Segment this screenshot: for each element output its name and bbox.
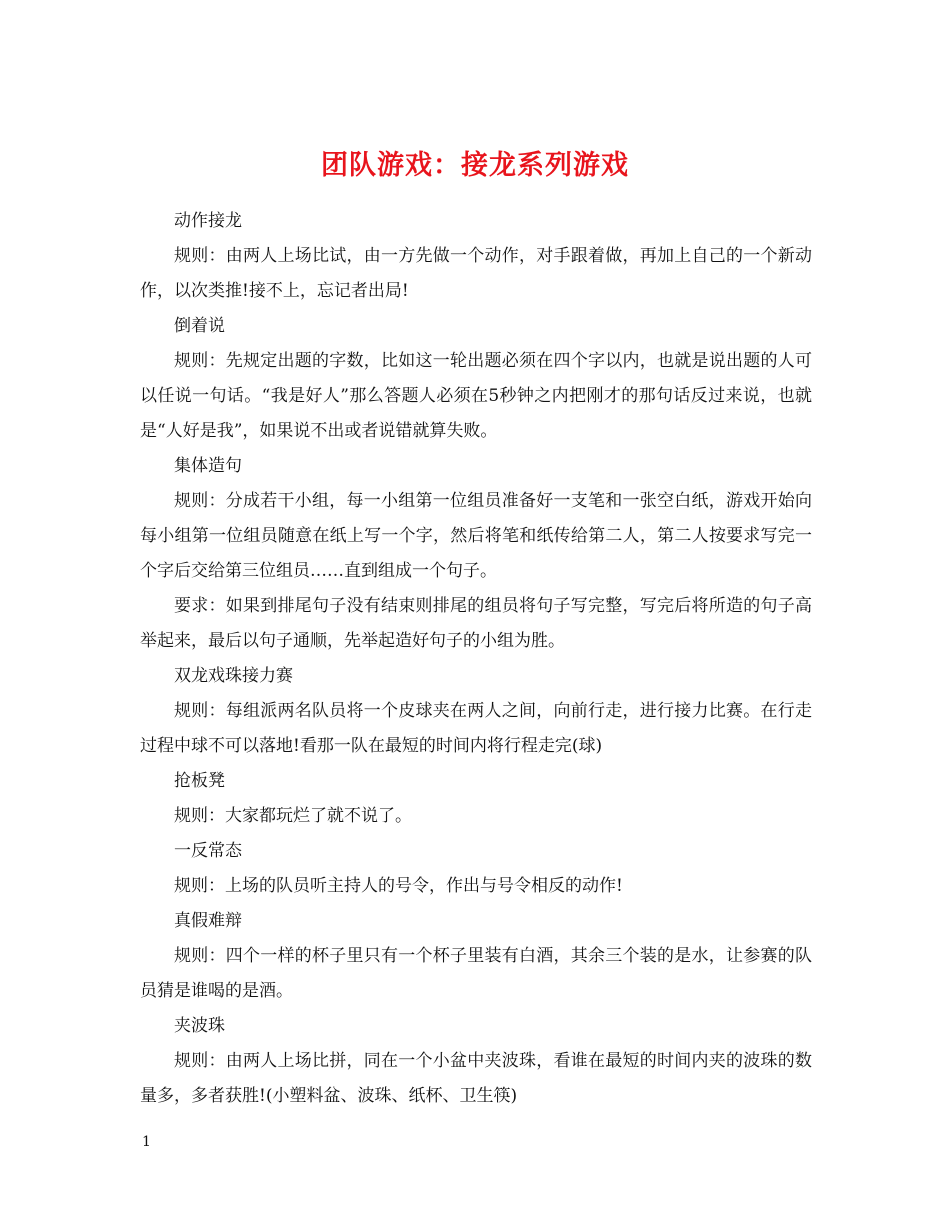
- paragraph: 规则：分成若干小组，每一小组第一位组员准备好一支笔和一张空白纸，游戏开始向每小组第一位组员随意在纸上写一个字，然后将笔和纸传给第二人，第二人按要求写完一个字后交给第三位组员……直到组成一个句子。: [140, 491, 812, 581]
- paragraph: 一反常态: [174, 841, 242, 861]
- paragraph: 集体造句: [174, 456, 242, 476]
- paragraph: 夹波珠: [174, 1016, 225, 1036]
- paragraph: 规则：每组派两名队员将一个皮球夹在两人之间，向前行走，进行接力比赛。在行走过程中球不可以落地!看那一队在最短的时间内将行程走完(球): [140, 701, 812, 756]
- paragraph: 规则：先规定出题的字数，比如这一轮出题必须在四个字以内，也就是说出题的人可以任说一句话。“我是好人”那么答题人必须在5秒钟之内把刚才的那句话反过来说，也就是“人好是我”，如果说不出或者说错就算失败。: [140, 351, 812, 441]
- paragraph: 规则：由两人上场比拼，同在一个小盆中夹波珠，看谁在最短的时间内夹的波珠的数量多，多者获胜!(小塑料盆、波珠、纸杯、卫生筷): [140, 1051, 812, 1106]
- paragraph: 规则：上场的队员听主持人的号令，作出与号令相反的动作!: [174, 876, 623, 896]
- paragraph: 动作接龙: [174, 211, 242, 231]
- paragraph: 规则：四个一样的杯子里只有一个杯子里装有白酒，其余三个装的是水，让参赛的队员猜是谁喝的是酒。: [140, 946, 812, 1001]
- paragraph: 真假难辩: [174, 911, 242, 931]
- paragraph: 双龙戏珠接力赛: [174, 666, 293, 686]
- paragraph: 规则：由两人上场比试，由一方先做一个动作，对手跟着做，再加上自己的一个新动作，以次类推!接不上，忘记者出局!: [140, 246, 812, 301]
- paragraph: 要求：如果到排尾句子没有结束则排尾的组员将句子写完整，写完后将所造的句子高举起来，最后以句子通顺，先举起造好句子的小组为胜。: [140, 596, 812, 651]
- document-body: [140, 204, 812, 1114]
- page-number: 1: [142, 1134, 151, 1150]
- paragraph: 规则：大家都玩烂了就不说了。: [174, 806, 412, 826]
- document-title: 团队游戏：接龙系列游戏: [321, 150, 629, 182]
- paragraph: 倒着说: [174, 316, 225, 336]
- paragraph: 抢板凳: [174, 771, 225, 791]
